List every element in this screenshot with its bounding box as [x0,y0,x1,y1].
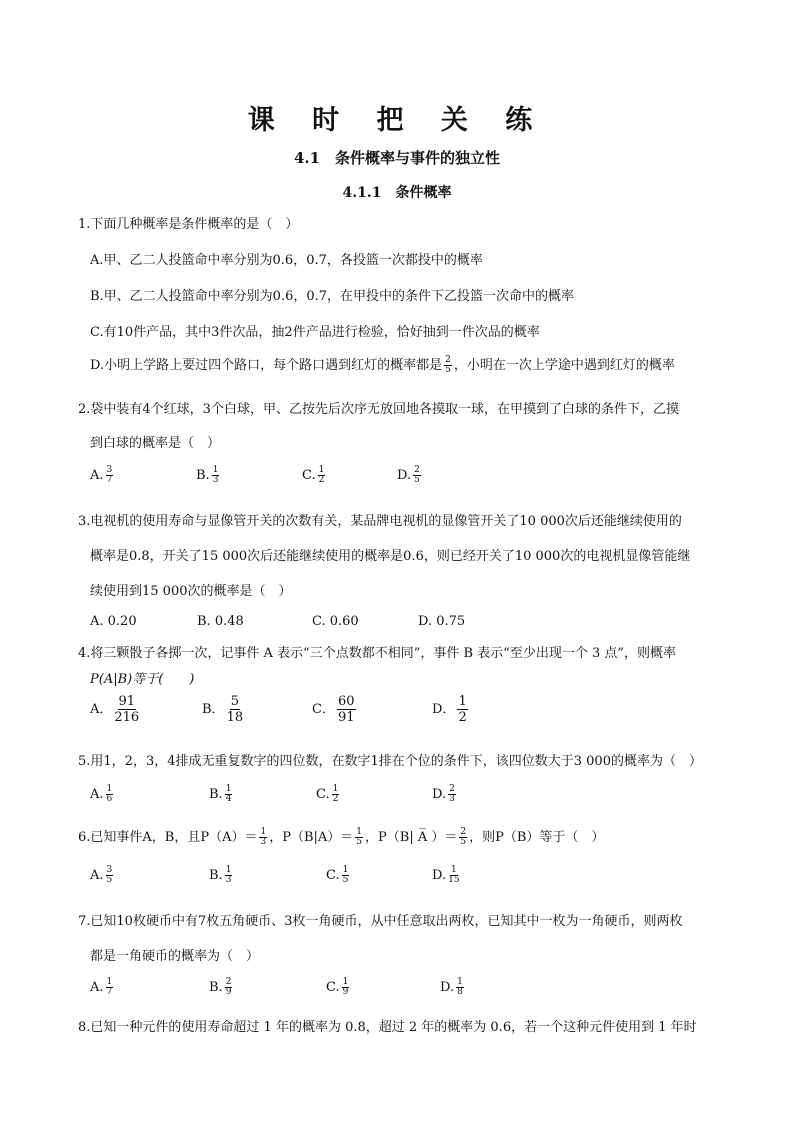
question-7-option-a [90,978,115,997]
question-7-option-c [326,978,351,997]
fraction-denominator: 216 [114,710,140,725]
fraction [106,866,114,885]
question-1-option-d [90,354,675,375]
fraction [355,828,363,847]
fraction-numerator: 1 [356,827,363,837]
question-2-stem-line1: 2.袋中装有4个红球，3个白球，甲、乙按先后次序无放回地各摸取一球，在甲摸到了白球的条件下，乙摸 [78,402,679,417]
fraction [413,466,421,485]
fraction [106,785,114,804]
fraction-numerator: 1 [212,465,219,475]
question-2-option-a [90,466,115,485]
stem-text: ，P（B|A）＝ [269,830,354,845]
option-label: D. [440,980,455,995]
option-label: C. [326,868,340,883]
fraction-denominator: 3 [260,837,267,847]
option-label: B. [209,787,223,802]
fraction [227,694,244,725]
question-5-option-b [209,785,234,804]
fraction-denominator: 6 [106,794,113,804]
fraction-numerator: 1 [458,694,467,709]
fraction-denominator: 7 [106,475,113,485]
question-2-option-d [397,466,423,485]
question-2-stem-line2: 到白球的概率是（ ） [90,436,221,451]
fraction-numerator: 1 [318,465,325,475]
question-8-stem-line1: 8.已知一种元件的使用寿命超过 1 年的概率为 0.8，超过 2 年的概率为 0.6，若一个这种元件使用到 1 年时 [78,1020,697,1035]
fraction [114,694,139,725]
fraction-denominator: 5 [106,875,113,885]
fraction-denominator: 91 [337,710,355,725]
question-3-option-d: D. 0.75 [418,614,466,629]
option-label: A. [90,468,104,483]
fraction-numerator: 3 [106,465,113,475]
fraction-denominator: 5 [414,475,420,485]
fraction [225,978,233,997]
question-4-option-a [90,694,141,725]
fraction-numerator: 91 [118,694,136,709]
fraction [459,828,467,847]
fraction-numerator: 2 [414,465,420,475]
page-title: 课 时 把 关 练 [247,105,547,136]
option-label: B. [209,980,223,995]
fraction-numerator: 1 [225,784,232,794]
question-7-option-b [209,978,234,997]
fraction-denominator: 5 [356,837,363,847]
subsection-heading: 4.1.1 条件概率 [342,185,452,201]
stem-text: ，则P（B）等于（ ） [469,830,605,845]
option-label: B． [202,702,225,717]
fraction-numerator: 60 [337,694,355,709]
option-label: A． [90,702,113,717]
fraction-numerator: 2 [225,977,232,987]
question-4-stem-line1: 4.将三颗骰子各掷一次，记事件 A 表示“三个点数都不相同”，事件 B 表示“至少出现一个 3 点”，则概率 [78,646,676,661]
question-1-option-c: C.有10件产品，其中3件次品，抽2件产品进行检验，恰好抽到一件次品的概率 [90,325,540,340]
fraction-denominator: 4 [225,794,232,804]
question-5-option-d [432,785,458,804]
option-label: C. [326,980,340,995]
option-label: B. [196,468,210,483]
question-2-option-b [196,466,221,485]
fraction-numerator: 1 [225,865,232,875]
option-label: D． [432,702,456,717]
option-d-text-post: ，小明在一次上学途中遇到红灯的概率 [453,358,675,373]
fraction [337,694,356,725]
fraction-denominator: 5 [445,365,451,375]
question-4-option-b [202,694,245,725]
fraction-numerator: 5 [230,694,239,709]
fraction-denominator: 15 [448,875,460,885]
fraction-denominator: 3 [449,794,455,804]
fraction [106,466,114,485]
fraction [332,785,340,804]
option-label: A. [90,787,104,802]
question-1-option-a: A.甲、乙二人投篮命中率分别为0.6，0.7，各投篮一次都投中的概率 [90,253,483,268]
fraction-numerator: 2 [445,355,451,365]
question-5-stem: 5.用1，2，3，4排成无重复数字的四位数，在数字1排在个位的条件下，该四位数大于3 000的概率为（ ） [78,754,702,769]
question-6-option-c [326,866,351,885]
question-4-stem-line2: P(A|B)等于( ) [90,672,195,687]
question-5-option-a [90,785,115,804]
fraction [225,785,233,804]
section-heading: 4.1 条件概率与事件的独立性 [293,149,501,167]
question-4-option-d [432,694,470,725]
question-6-option-b [209,866,234,885]
question-3-option-b: B. 0.48 [197,614,244,629]
fraction [457,694,467,725]
fraction-numerator: 2 [449,784,455,794]
fraction [318,466,326,485]
question-7-stem-line2: 都是一角硬币的概率为（ ） [90,949,260,964]
question-3-stem-line2: 概率是0.8，开关了15 000次后还能继续使用的概率是0.6，则已经开关了10 000次的电视机显像管能继 [90,549,691,564]
fraction-numerator: 1 [450,865,457,875]
question-3-option-c: C. 0.60 [312,614,359,629]
question-6-option-a [90,866,115,885]
fraction-denominator: 2 [458,710,467,725]
fraction-denominator: 18 [226,710,244,725]
fraction [444,356,452,375]
fraction-denominator: 5 [342,875,349,885]
fraction [106,978,114,997]
question-2-option-c [302,466,327,485]
question-7-option-d [440,978,466,997]
fraction [225,866,233,885]
option-label: C. [302,468,316,483]
question-6-option-d [432,866,462,885]
question-5-option-c [316,785,341,804]
fraction-numerator: 1 [332,784,339,794]
fraction [342,866,350,885]
question-4-option-c [312,694,358,725]
fraction-numerator: 1 [342,977,349,987]
fraction [448,785,456,804]
fraction-denominator: 9 [225,987,232,997]
option-label: A. [90,980,104,995]
fraction-numerator: 2 [460,827,467,837]
option-label: B. [209,868,223,883]
fraction-numerator: 1 [106,977,113,987]
question-6-stem [78,826,604,847]
question-1-stem: 1.下面几种概率是条件概率的是（ ） [78,217,299,232]
fraction-denominator: 2 [318,475,325,485]
fraction-numerator: 1 [457,977,463,987]
option-label: D. [397,468,412,483]
option-label: C. [316,787,330,802]
fraction [212,466,220,485]
fraction-denominator: 9 [342,987,349,997]
question-3-option-a: A. 0.20 [90,614,137,629]
question-7-stem-line1: 7.已知10枚硬币中有7枚五角硬币、3枚一角硬币，从中任意取出两枚，已知其中一枚为一角硬币，则两枚 [78,914,683,929]
fraction [456,978,464,997]
option-label: C． [312,702,335,717]
fraction-denominator: 5 [460,837,467,847]
stem-text: 6.已知事件A，B，且P（A）＝ [78,830,258,845]
question-3-stem-line1: 3.电视机的使用寿命与显像管开关的次数有关，某品牌电视机的显像管开关了10 000次后还能继续使用的 [78,514,682,529]
option-d-text-pre: D.小明上学路上要过四个路口，每个路口遇到红灯的概率都是 [90,358,443,373]
fraction-denominator: 3 [212,475,219,485]
option-label: D. [432,787,447,802]
question-3-stem-line3: 续使用到15 000次的概率是（ ） [90,584,292,599]
fraction-denominator: 3 [225,875,232,885]
fraction-denominator: 7 [106,987,113,997]
fraction [342,978,350,997]
fraction-numerator: 1 [260,827,267,837]
fraction-denominator: 8 [457,987,463,997]
stem-text: ，P（B| A̅ ）＝ [365,830,458,845]
fraction-numerator: 1 [106,784,113,794]
fraction-numerator: 1 [342,865,349,875]
fraction-numerator: 3 [106,865,113,875]
option-label: D. [432,868,447,883]
fraction-denominator: 2 [332,794,339,804]
fraction [259,828,267,847]
fraction [448,866,459,885]
option-label: A. [90,868,104,883]
question-1-option-b: B.甲、乙二人投篮命中率分别为0.6，0.7，在甲投中的条件下乙投篮一次命中的概率 [90,289,575,304]
